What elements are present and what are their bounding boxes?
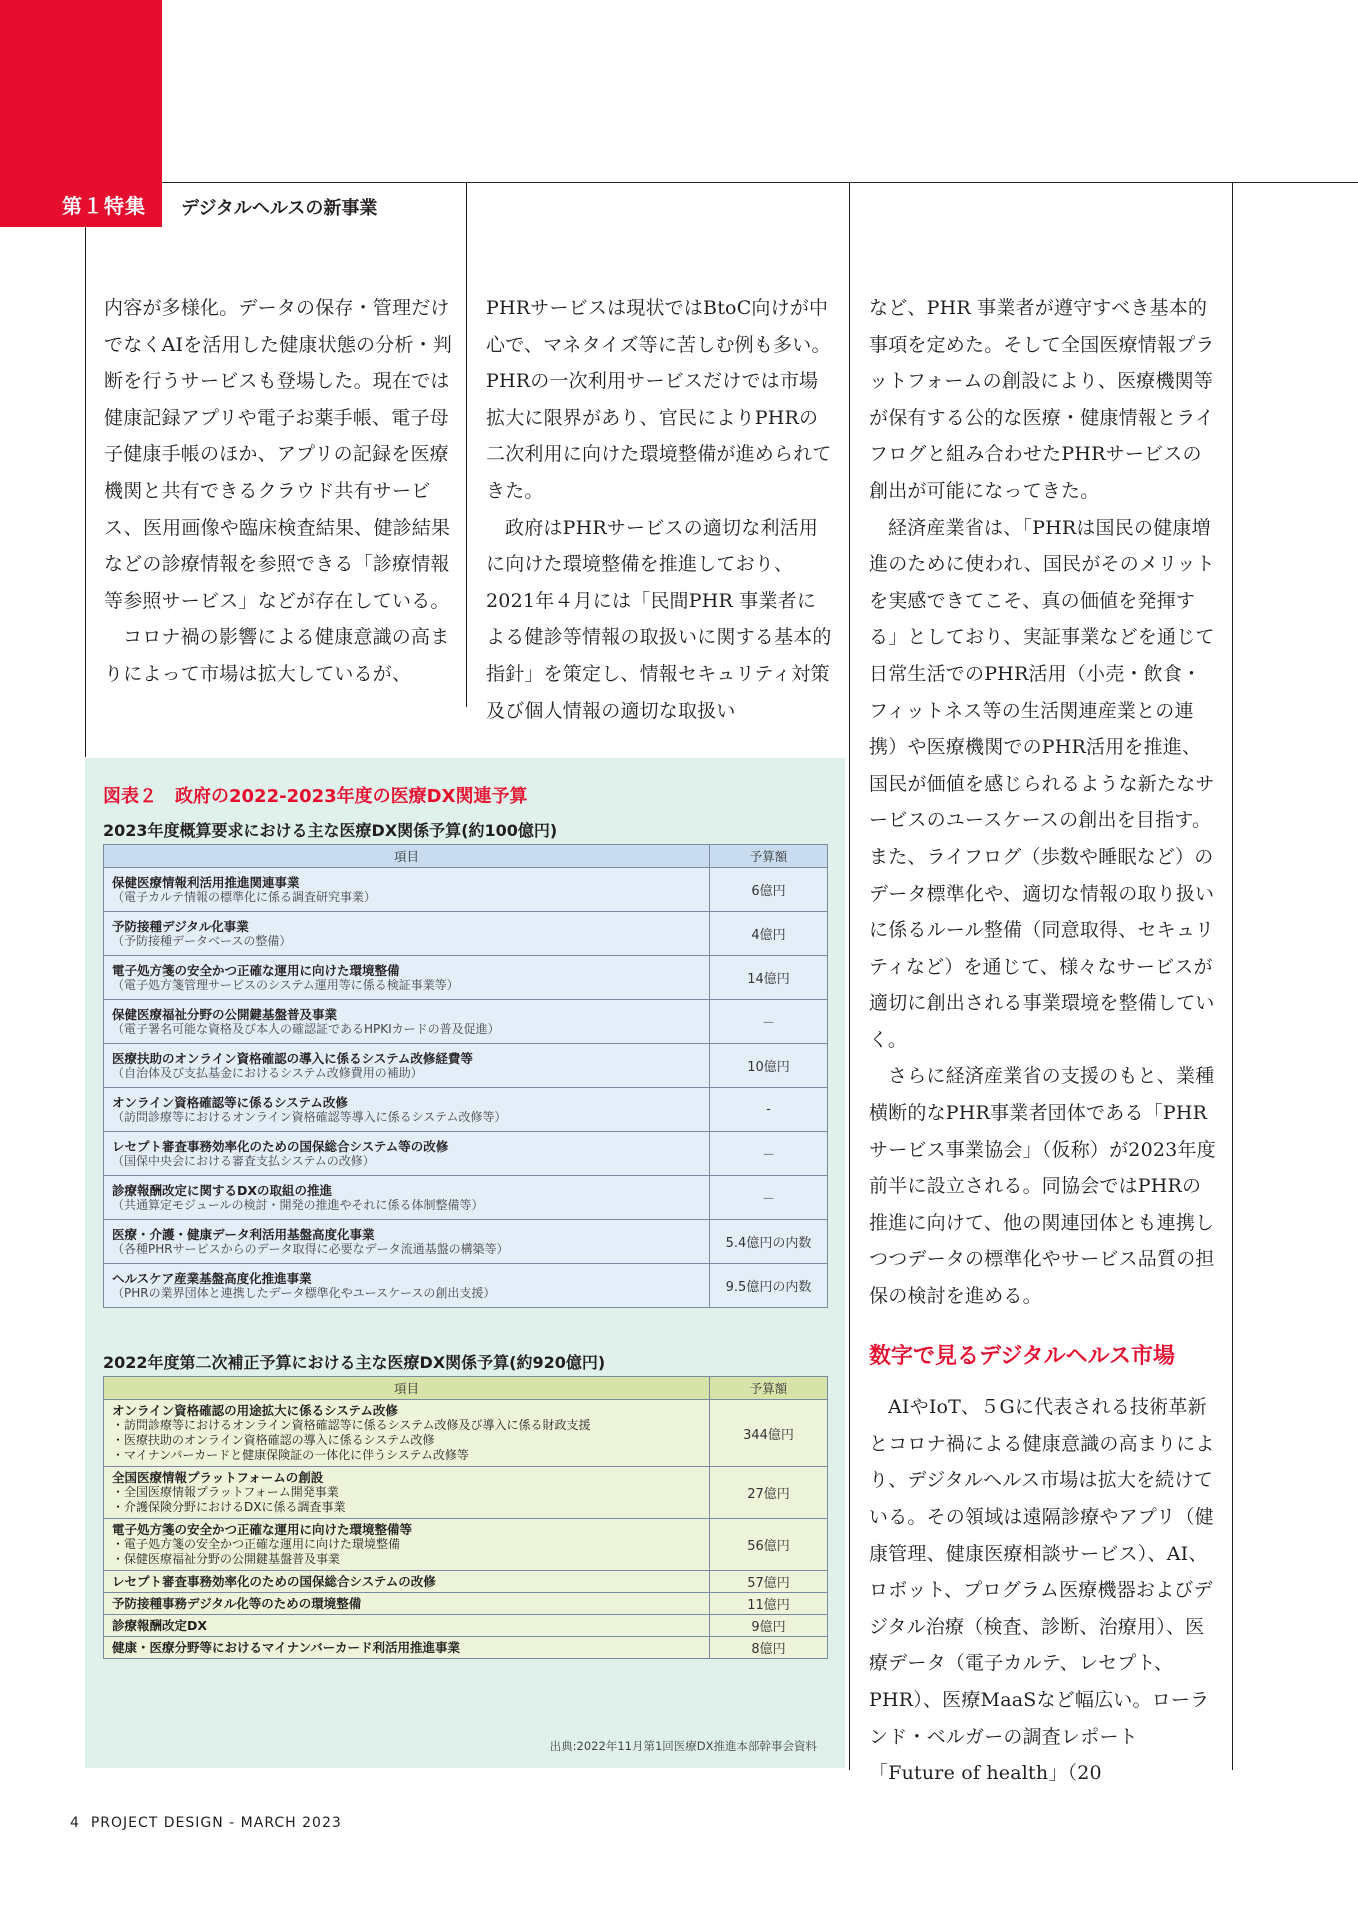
table1-heading: 2023年度概算要求における主な医療DX関係予算(約100億円) <box>103 821 558 840</box>
row-item <box>104 1400 710 1467</box>
text-column-1 <box>104 290 456 693</box>
row-detail: （訪問診療等におけるオンライン資格確認等導入に係るシステム改修等） <box>112 1109 507 1124</box>
feature-tag: 第１特集 <box>62 194 146 218</box>
table-row <box>104 1176 828 1220</box>
row-title: ヘルスケア産業基盤高度化推進事業 <box>112 1270 312 1286</box>
row-title: 保健医療情報利活用推進関連事業 <box>112 874 300 890</box>
row-bullet: ・全国医療情報プラットフォーム開発事業 <box>112 1485 339 1499</box>
paragraph: PHRサービスは現状ではBtoC向けが中心で、マネタイズ等に苦しむ例も多い。PHRの一次利用サービスだけでは市場拡大に限界があり、官民によりPHRの二次利用に向けた環境整備が進められてきた。 <box>486 297 832 502</box>
row-amount: － <box>710 1176 828 1220</box>
budget-table-2023 <box>103 844 828 1308</box>
row-amount: - <box>710 1088 828 1132</box>
row-title: レセプト審査事務効率化のための国保総合システム等の改修 <box>112 1138 449 1154</box>
row-title: 健康・医療分野等におけるマイナンバーカード利活用推進事業 <box>112 1640 461 1655</box>
subheading: 数字で見るデジタルヘルス市場 <box>869 1343 1176 1369</box>
section-title: デジタルヘルスの新事業 <box>181 198 378 219</box>
paragraph: 経済産業省は、「PHRは国民の健康増進のために使われ、国民がそのメリットを実感できてこそ、真の価値を発揮する」としており、実証事業などを通じて日常生活でのPHR活用（小売・飲食・フィットネス等の生活関連産業との連携）や医療機関でのPHR活用を推進、国民が価値を感じられるような新たなサービスのユースケースの創出を目指す。また、ライフログ（歩数や睡眠など）のデータ標準化や、適切な情報の取り扱いに係るルール整備（同意取得、セキュリティなど）を通じて、様々なサービスが適切に創出される事業環境を整備していく。 <box>869 516 1215 1051</box>
row-item <box>104 1519 710 1571</box>
row-amount: 8億円 <box>710 1637 828 1659</box>
row-amount: 9億円 <box>710 1615 828 1637</box>
row-detail: （共通算定モジュールの検討・開発の推進やそれに係る体制整備等） <box>112 1197 484 1212</box>
row-bullet: ・保健医療福祉分野の公開鍵基盤普及事業 <box>112 1552 341 1566</box>
row-amount: － <box>710 1000 828 1044</box>
top-rule <box>162 182 1358 183</box>
column-header-item: 項目 <box>104 845 710 868</box>
table2-heading: 2022年度第二次補正予算における主な医療DX関係予算(約920億円) <box>103 1353 606 1372</box>
row-item <box>104 1264 710 1308</box>
row-title: 予防接種事務デジタル化等のための環境整備 <box>112 1596 362 1611</box>
table-row <box>104 1044 828 1088</box>
row-amount: 57億円 <box>710 1571 828 1593</box>
row-detail: （予防接種データベースの整備） <box>112 933 292 948</box>
row-detail: （各種PHRサービスからのデータ取得に必要なデータ流通基盤の構築等） <box>112 1241 509 1256</box>
text-column-3 <box>869 290 1217 1792</box>
row-item <box>104 1088 710 1132</box>
row-title: 医療・介護・健康データ利活用基盤高度化事業 <box>112 1226 375 1242</box>
column-header-amount: 予算額 <box>710 845 828 868</box>
row-amount: 14億円 <box>710 956 828 1000</box>
row-amount: － <box>710 1132 828 1176</box>
text-column-2 <box>486 290 834 729</box>
row-amount: 9.5億円の内数 <box>710 1264 828 1308</box>
table-row <box>104 1132 828 1176</box>
row-item <box>104 1615 710 1637</box>
paragraph: AIやIoT、５Gに代表される技術革新とコロナ禍による健康意識の高まりにより、デジタルヘルス市場は拡大を続けている。その領域は遠隔診療やアプリ（健康管理、健康医療相談サービス）、AI、ロボット、プログラム医療機器およびデジタル治療（検査、診断、治療用）、医療データ（電子カルテ、レセプト、PHR）、医療MaaSなど幅広い。ローランド・ベルガーの調査レポート「Future of health」（20 <box>869 1396 1215 1785</box>
row-item <box>104 1571 710 1593</box>
left-rule <box>85 227 86 757</box>
row-title: 診療報酬改定に関するDXの取組の推進 <box>112 1182 333 1198</box>
budget-figure <box>85 758 845 1768</box>
figure-source: 出典:2022年11月第1回医療DX推進本部幹事会資料 <box>549 1739 817 1753</box>
table-row <box>104 1593 828 1615</box>
row-title: 電子処方箋の安全かつ正確な運用に向けた環境整備等 <box>112 1522 413 1537</box>
column-header-item: 項目 <box>104 1377 710 1400</box>
row-detail: （電子署名可能な資格及び本人の確認証であるHPKIカードの普及促進） <box>112 1021 500 1036</box>
row-bullet: ・医療扶助のオンライン資格確認の導入に係るシステム改修 <box>112 1433 435 1447</box>
table-row <box>104 1637 828 1659</box>
table-row <box>104 1467 828 1519</box>
table-row <box>104 1220 828 1264</box>
row-amount: 56億円 <box>710 1519 828 1571</box>
row-title: 保健医療福祉分野の公開鍵基盤普及事業 <box>112 1006 338 1022</box>
column-rule-2 <box>849 182 850 1770</box>
row-detail: （国保中央会における審査支払システムの改修） <box>112 1153 375 1168</box>
table-row <box>104 1400 828 1467</box>
table-row <box>104 912 828 956</box>
row-item <box>104 1132 710 1176</box>
row-item <box>104 1044 710 1088</box>
row-amount: 10億円 <box>710 1044 828 1088</box>
paragraph: 政府はPHRサービスの適切な利活用に向けた環境整備を推進しており、2021年４月には「民間PHR 事業者による健診等情報の取扱いに関する基本的指針」を策定し、情報セキュリティ対策及び個人情報の適切な取扱い <box>486 516 832 722</box>
page-footer <box>70 1815 342 1831</box>
row-bullet: ・介護保険分野におけるDXに係る調査事業 <box>112 1500 346 1514</box>
row-item <box>104 1637 710 1659</box>
paragraph: 内容が多様化。データの保存・管理だけでなくAIを活用した健康状態の分析・判断を行うサービスも登場した。現在では健康記録アプリや電子お薬手帳、電子母子健康手帳のほか、アプリの記録を医療機関と共有できるクラウド共有サービス、医用画像や臨床検査結果、健診結果などの診療情報を参照できる「診療情報等参照サービス」などが存在している。 <box>104 297 453 612</box>
table-row <box>104 1088 828 1132</box>
table-row <box>104 1615 828 1637</box>
row-item <box>104 1467 710 1519</box>
row-amount: 5.4億円の内数 <box>710 1220 828 1264</box>
budget-table-2022 <box>103 1376 828 1659</box>
table-row <box>104 1571 828 1593</box>
column-header-amount: 予算額 <box>710 1377 828 1400</box>
row-detail: （自治体及び支払基金におけるシステム改修費用の補助） <box>112 1065 423 1080</box>
row-bullet: ・電子処方箋の安全かつ正確な運用に向けた環境整備 <box>112 1537 401 1551</box>
row-item <box>104 1000 710 1044</box>
row-detail: （PHRの業界団体と連携したデータ標準化やユースケースの創出支援） <box>112 1285 496 1300</box>
row-title: 予防接種デジタル化事業 <box>112 918 249 934</box>
paragraph: など、PHR 事業者が遵守すべき基本的事項を定めた。そして全国医療情報プラットフォームの創設により、医療機関等が保有する公的な医療・健康情報とライフログと組み合わせたPHRサービスの創出が可能になってきた。 <box>869 297 1215 502</box>
row-detail: （電子処方箋管理サービスのシステム運用等に係る検証事業等） <box>112 977 459 992</box>
table-row <box>104 1264 828 1308</box>
row-detail: （電子カルテ情報の標準化に係る調査研究事業） <box>112 889 377 904</box>
page-number: 4 <box>70 1815 80 1831</box>
row-item <box>104 868 710 912</box>
row-title: 全国医療情報プラットフォームの創設 <box>112 1470 324 1485</box>
table-row <box>104 868 828 912</box>
row-item <box>104 956 710 1000</box>
table-row <box>104 1000 828 1044</box>
table-row <box>104 956 828 1000</box>
row-bullet: ・訪問診療等におけるオンライン資格確認等に係るシステム改修及び導入に係る財政支援 <box>112 1418 591 1432</box>
row-title: オンライン資格確認等に係るシステム改修 <box>112 1094 348 1110</box>
row-amount: 344億円 <box>710 1400 828 1467</box>
row-amount: 11億円 <box>710 1593 828 1615</box>
row-title: 診療報酬改定DX <box>112 1618 208 1633</box>
publication-name: PROJECT DESIGN - MARCH 2023 <box>90 1815 342 1831</box>
row-bullet: ・マイナンバーカードと健康保険証の一体化に伴うシステム改修等 <box>112 1448 469 1462</box>
row-item <box>104 1176 710 1220</box>
table-row <box>104 1519 828 1571</box>
row-title: レセプト審査事務効率化のための国保総合システムの改修 <box>112 1574 436 1589</box>
paragraph: さらに経済産業省の支援のもと、業種横断的なPHR事業者団体である「PHRサービス事業協会」（仮称）が2023年度前半に設立される。同協会ではPHRの推進に向けて、他の関連団体とも連携しつつデータの標準化やサービス品質の担保の検討を進める。 <box>869 1065 1216 1308</box>
figure-title: 図表２ 政府の2022-2023年度の医療DX関連予算 <box>103 786 528 807</box>
column-rule-1 <box>466 182 467 707</box>
row-item <box>104 1220 710 1264</box>
row-title: 電子処方箋の安全かつ正確な運用に向けた環境整備 <box>112 962 400 978</box>
row-amount: 27億円 <box>710 1467 828 1519</box>
row-title: オンライン資格確認の用途拡大に係るシステム改修 <box>112 1403 398 1418</box>
row-amount: 4億円 <box>710 912 828 956</box>
row-amount: 6億円 <box>710 868 828 912</box>
row-item <box>104 1593 710 1615</box>
row-title: 医療扶助のオンライン資格確認の導入に係るシステム改修経費等 <box>112 1050 473 1066</box>
column-rule-3 <box>1232 182 1233 1770</box>
row-item <box>104 912 710 956</box>
paragraph: コロナ禍の影響による健康意識の高まりによって市場は拡大しているが、 <box>104 626 450 685</box>
